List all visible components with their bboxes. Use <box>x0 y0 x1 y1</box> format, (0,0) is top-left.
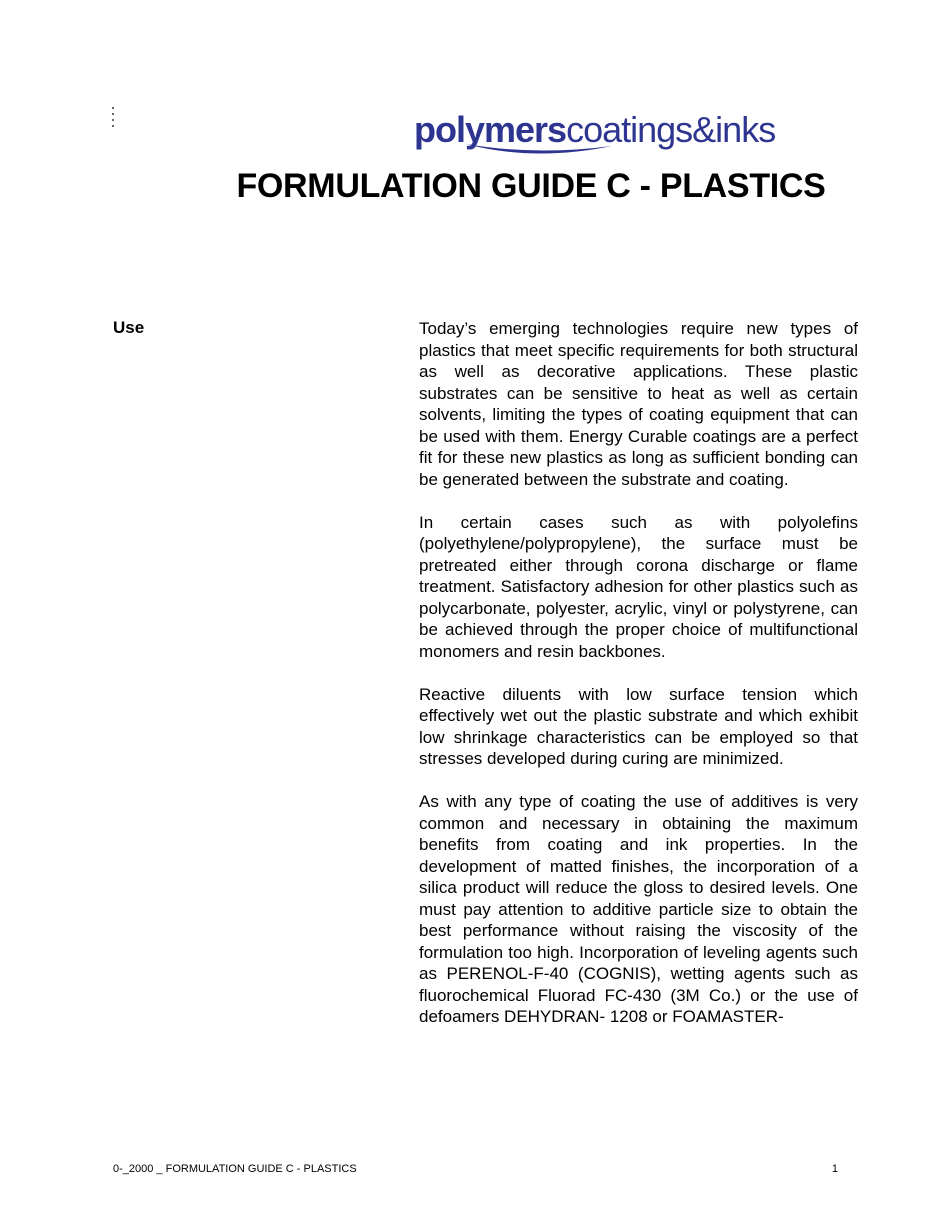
paragraph: Reactive diluents with low surface tension which effectively wet out the plastic substrate and which exhibit low shrinkage characteristics can be employed so that stresses developed during curing are minimized. <box>419 684 858 768</box>
page-title: FORMULATION GUIDE C - PLASTICS <box>236 167 826 205</box>
section-label-use: Use <box>113 318 145 337</box>
margin-marks <box>112 107 116 131</box>
footer-page-number: 1 <box>831 1163 838 1175</box>
company-logo <box>414 110 786 160</box>
footer-document-id: 0-_2000 _ FORMULATION GUIDE C - PLASTICS <box>113 1163 357 1175</box>
logo-light-text: coatings&inks <box>566 109 776 150</box>
paragraph: In certain cases such as with polyolefins (polyethylene/polypropylene), the surface must be pretreated either through corona discharge or flame treatment. Satisfactory adhesion for other plastics such as polycarbonate, polyester, acrylic, vinyl or polystyrene, can be achieved through the proper choice of multifunctional monomers and resin backbones. <box>419 512 858 661</box>
logo-swoosh-icon <box>464 140 614 160</box>
logo-bold-text: polymers <box>414 109 567 150</box>
paragraph: Today’s emerging technologies require new types of plastics that meet specific requirements for both structural as well as decorative applications. These plastic substrates can be sensitive to heat as well as certain solvents, limiting the types of coating equipment that can be used with them. Energy Curable coatings are a perfect fit for these new plastics as long as sufficient bonding can be generated between the substrate and coating. <box>419 319 858 489</box>
paragraph: As with any type of coating the use of additives is very common and necessary in obtaining the maximum benefits from coating and ink properties. In the development of matted finishes, the incorporation of a silica product will reduce the gloss to desired levels. One must pay attention to additive particle size to obtain the best performance without raising the viscosity of the formulation too high. Incorporation of leveling agents such as PERENOL-F-40 (COGNIS), wetting agents such as fluorochemical Fluorad FC-430 (3M Co.) or the use of defoamers DEHYDRAN- 1208 or FOAMASTER- <box>419 792 858 1026</box>
body-text-column <box>419 318 858 1049</box>
